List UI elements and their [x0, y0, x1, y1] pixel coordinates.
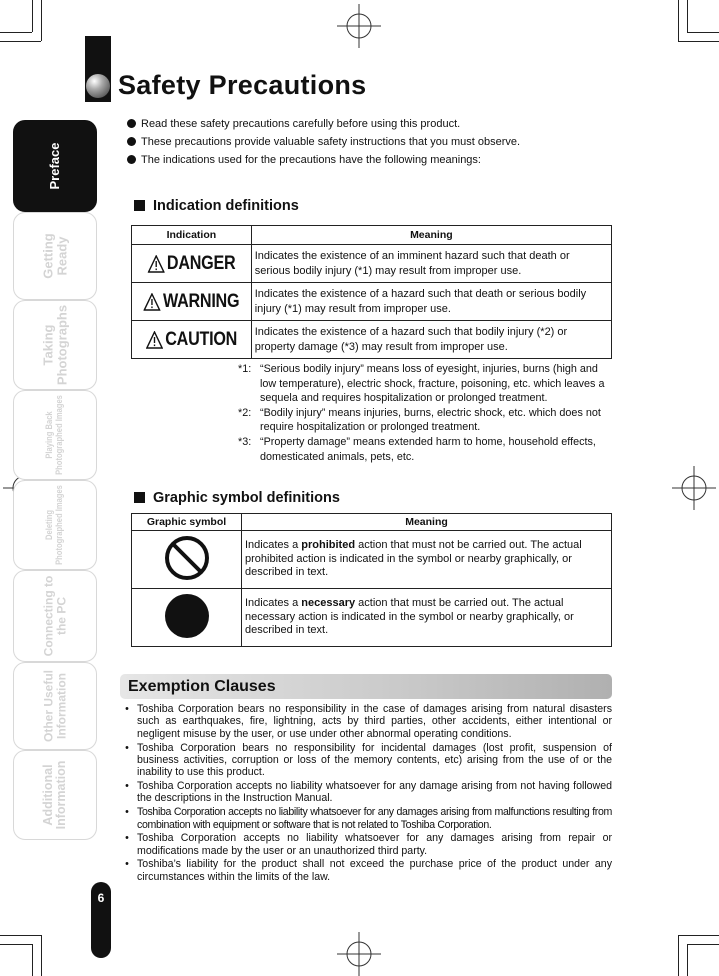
intro-line: These precautions provide valuable safety instructions that you must observe.	[127, 136, 520, 148]
tab-label: Playing Back Photographed Images	[44, 395, 65, 475]
page-number-badge	[91, 882, 111, 958]
bullet-icon	[127, 155, 136, 164]
title-bullet-icon	[86, 74, 110, 98]
tab-playing-back[interactable]	[13, 390, 97, 480]
crop-mark	[0, 944, 32, 945]
tab-getting-ready[interactable]	[13, 212, 97, 300]
table-row	[132, 321, 612, 359]
tab-label: Connecting to the PC	[41, 575, 68, 657]
footnotes	[238, 362, 612, 464]
list-item: • Toshiba Corporation bears no responsibility in the case of damages arising from natural disasters such as earthquakes, fire, lightning, acts by third parties, other accidents, either intentional or negligent misuse by the user, or use under other abnormal operating conditions.	[125, 703, 612, 740]
warning-triangle-icon	[147, 255, 164, 273]
tab-label: Getting Ready	[40, 233, 69, 279]
crop-mark	[0, 32, 32, 33]
footnote: *2: “Bodily injury” means injuries, burns, electric shock, etc. which does not require hospitalization or prolonged treatment.	[238, 406, 601, 434]
crop-mark	[678, 41, 719, 42]
tab-connecting-to-pc[interactable]	[13, 570, 97, 662]
footnote: *3: “Property damage” means extended harm to home, household effects, domesticated animals, pets, etc.	[238, 435, 596, 463]
tab-label: Preface	[47, 142, 63, 190]
square-bullet-icon	[134, 492, 145, 503]
section-heading: Graphic symbol definitions	[134, 490, 340, 506]
crop-mark	[0, 935, 41, 936]
registration-mark-icon	[337, 932, 381, 976]
crop-mark	[687, 32, 719, 33]
meaning-cell: Indicates the existence of a hazard such that death or serious bodily injury (*1) may result from improper use.	[251, 283, 611, 321]
tab-deleting[interactable]	[13, 480, 97, 570]
crop-mark	[41, 0, 42, 41]
tab-preface[interactable]	[13, 120, 97, 212]
meaning-cell: Indicates the existence of an imminent hazard such that death or serious bodily injury (*1) may result from improper use.	[251, 245, 611, 283]
warning-signal: WARNING	[143, 291, 239, 313]
exemption-list	[117, 703, 612, 884]
crop-mark	[32, 944, 33, 976]
bullet-icon	[127, 119, 136, 128]
tab-taking-photographs[interactable]	[13, 300, 97, 390]
table-row	[132, 245, 612, 283]
meaning-cell: Indicates a necessary action that must be carried out. The actual necessary action is indicated in the symbol or nearby graphically, or described in text.	[242, 589, 612, 647]
crop-mark	[32, 0, 33, 32]
tab-label: Taking Photographs	[40, 304, 69, 386]
table-row	[132, 589, 612, 647]
meaning-cell: Indicates a prohibited action that must not be carried out. The actual prohibited action is indicated in the symbol or nearby graphically, or described in text.	[242, 531, 612, 589]
indication-table	[131, 225, 612, 359]
footnote: *1: “Serious bodily injury” means loss of eyesight, injuries, burns (high and low temperature), electric shock, fracture, poisoning, etc. which leaves a sequela and requires hospitalization or prolonged treatment.	[238, 363, 605, 405]
tab-label: Additional Information	[40, 760, 68, 830]
crop-mark	[678, 935, 719, 936]
crop-mark	[687, 944, 688, 976]
column-header: Indication	[132, 226, 252, 245]
prohibited-icon	[163, 534, 211, 582]
list-item: • Toshiba Corporation accepts no liability whatsoever for any damage arising from not having followed the descriptions in the Instruction Manual.	[125, 780, 612, 805]
list-item: • Toshiba Corporation accepts no liability whatsoever for any damages arising from repair or modifications made by the user or an unauthorized third party.	[125, 832, 612, 857]
tab-other-useful-information[interactable]	[13, 662, 97, 750]
square-bullet-icon	[134, 200, 145, 211]
crop-mark	[0, 41, 41, 42]
list-item: • Toshiba’s liability for the product shall not exceed the purchase price of the product under any circumstances within the limits of the law.	[125, 858, 612, 883]
page-title: Safety Precautions	[118, 70, 367, 100]
necessary-icon	[163, 592, 211, 640]
section-heading: Indication definitions	[134, 198, 299, 214]
intro-line: Read these safety precautions carefully before using this product.	[127, 118, 460, 130]
warning-triangle-icon	[143, 293, 160, 311]
registration-mark-icon	[672, 466, 716, 510]
caution-signal: CAUTION	[143, 329, 239, 351]
crop-mark	[687, 944, 719, 945]
list-item: • Toshiba Corporation accepts no liability whatsoever for any damages arising from malfunctions resulting from combination with equipment or software that is not related to Toshiba Corporation.	[125, 806, 612, 831]
tab-label: Other Useful Information	[41, 669, 68, 743]
tab-additional-information[interactable]	[13, 750, 97, 840]
symbol-table	[131, 513, 612, 647]
crop-mark	[687, 0, 688, 32]
crop-mark	[678, 935, 679, 976]
meaning-cell: Indicates the existence of a hazard such that bodily injury (*2) or property damage (*3) may result from improper use.	[251, 321, 611, 359]
intro-line: The indications used for the precautions have the following meanings:	[127, 154, 481, 166]
warning-triangle-icon	[146, 331, 163, 349]
tab-label: Deleting Photographed Images	[44, 485, 65, 565]
bullet-icon	[127, 137, 136, 146]
list-item: • Toshiba Corporation bears no responsibility for incidental damages (lost profit, suspension of business activities, corruption or loss of the memory contents, etc) arising from the use of or the inability to use this product.	[125, 741, 612, 779]
crop-mark	[41, 935, 42, 976]
column-header: Graphic symbol	[132, 514, 242, 531]
crop-mark	[678, 0, 679, 41]
table-row	[132, 531, 612, 589]
table-row	[132, 283, 612, 321]
danger-signal: DANGER	[143, 253, 239, 275]
exemption-heading: Exemption Clauses	[128, 678, 276, 695]
column-header: Meaning	[242, 514, 612, 531]
registration-mark-icon	[337, 4, 381, 48]
page-number: 6	[97, 891, 105, 905]
column-header: Meaning	[251, 226, 611, 245]
